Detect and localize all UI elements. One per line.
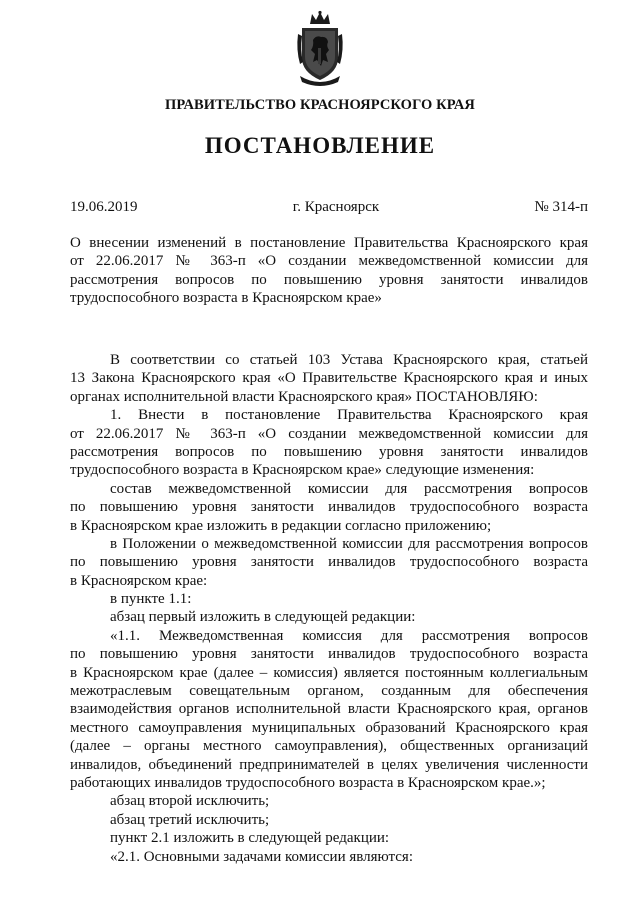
subject-line: О внесении изменений в постановление Правительства Красноярского края [70, 235, 588, 251]
body-line: 1. Внести в постановление Правительства Красноярского края [110, 407, 588, 424]
body-line: в Положении о межведомственной комиссии для рассмотрения вопросов [110, 535, 588, 552]
body-line: в Красноярском крае: [70, 572, 208, 589]
body-line: «2.1. Основными задачами комиссии являются: [110, 848, 413, 865]
document-city: г. Красноярск [292, 199, 380, 215]
body-line: органах исполнительной власти Красноярского края» ПОСТАНОВЛЯЮ: [70, 388, 538, 405]
document-date: 19.06.2019 [70, 199, 138, 215]
body-line: «1.1. Межведомственная комиссия для рассмотрения вопросов [110, 627, 588, 644]
coat-of-arms-emblem [296, 10, 344, 86]
body-line: инвалидов, объединений предпринимателей в целях увеличения численности [70, 756, 588, 773]
body-line: по повышению уровня занятости инвалидов трудоспособного возраста [70, 554, 588, 571]
document-meta-row [70, 199, 588, 216]
body-line: В соответствии со статьей 103 Устава Красноярского края, статьей [110, 352, 588, 368]
subject-line: рассмотрения вопросов по повышению уровня занятости инвалидов [70, 271, 588, 288]
body-line: пункт 2.1 изложить в следующей редакции: [110, 830, 390, 847]
body-line: взаимодействия органов исполнительной власти Красноярского края, органов [70, 701, 588, 718]
document-body [70, 351, 588, 866]
body-line: в Красноярском крае (далее – комиссия) является постоянным коллегиальным [70, 664, 588, 681]
body-line: абзац первый изложить в следующей редакции: [110, 609, 416, 626]
body-line: трудоспособного возраста в Красноярском крае» следующие изменения: [70, 462, 535, 479]
body-line: межотраслевым совещательным органом, созданным для обеспечения [70, 683, 588, 700]
subject-line: от 22.06.2017 № 363-п «О создании межведомственной комиссии для [70, 253, 588, 270]
body-line: абзац второй исключить; [110, 793, 270, 810]
body-line: по повышению уровня занятости инвалидов трудоспособного возраста [70, 646, 588, 663]
body-line: в Красноярском крае изложить в редакции согласно приложению; [70, 517, 492, 534]
subject-line: трудоспособного возраста в Красноярском крае» [70, 290, 382, 307]
government-title: ПРАВИТЕЛЬСТВО КРАСНОЯРСКОГО КРАЯ [164, 97, 475, 113]
body-line: местного самоуправления муниципальных образований Красноярского края [70, 719, 588, 736]
document-number: № 314-п [534, 199, 588, 215]
body-line: в пункте 1.1: [110, 591, 192, 608]
document-type-title: ПОСТАНОВЛЕНИЕ [204, 133, 436, 158]
body-line: от 22.06.2017 № 363-п «О создании межведомственной комиссии для [70, 425, 588, 442]
body-line: состав межведомственной комиссии для рассмотрения вопросов [110, 480, 588, 497]
body-line: рассмотрения вопросов по повышению уровня занятости инвалидов [70, 443, 588, 460]
body-line: 13 Закона Красноярского края «О Правительстве Красноярского края и иных [70, 370, 588, 387]
document-subject [70, 234, 588, 308]
body-line: (далее – органы местного самоуправления), общественных организаций [70, 738, 588, 755]
body-line: по повышению уровня занятости инвалидов трудоспособного возраста [70, 499, 588, 516]
body-line: работающих инвалидов трудоспособного возраста в Красноярском крае.»; [70, 774, 546, 791]
body-line: абзац третий исключить; [110, 811, 270, 828]
